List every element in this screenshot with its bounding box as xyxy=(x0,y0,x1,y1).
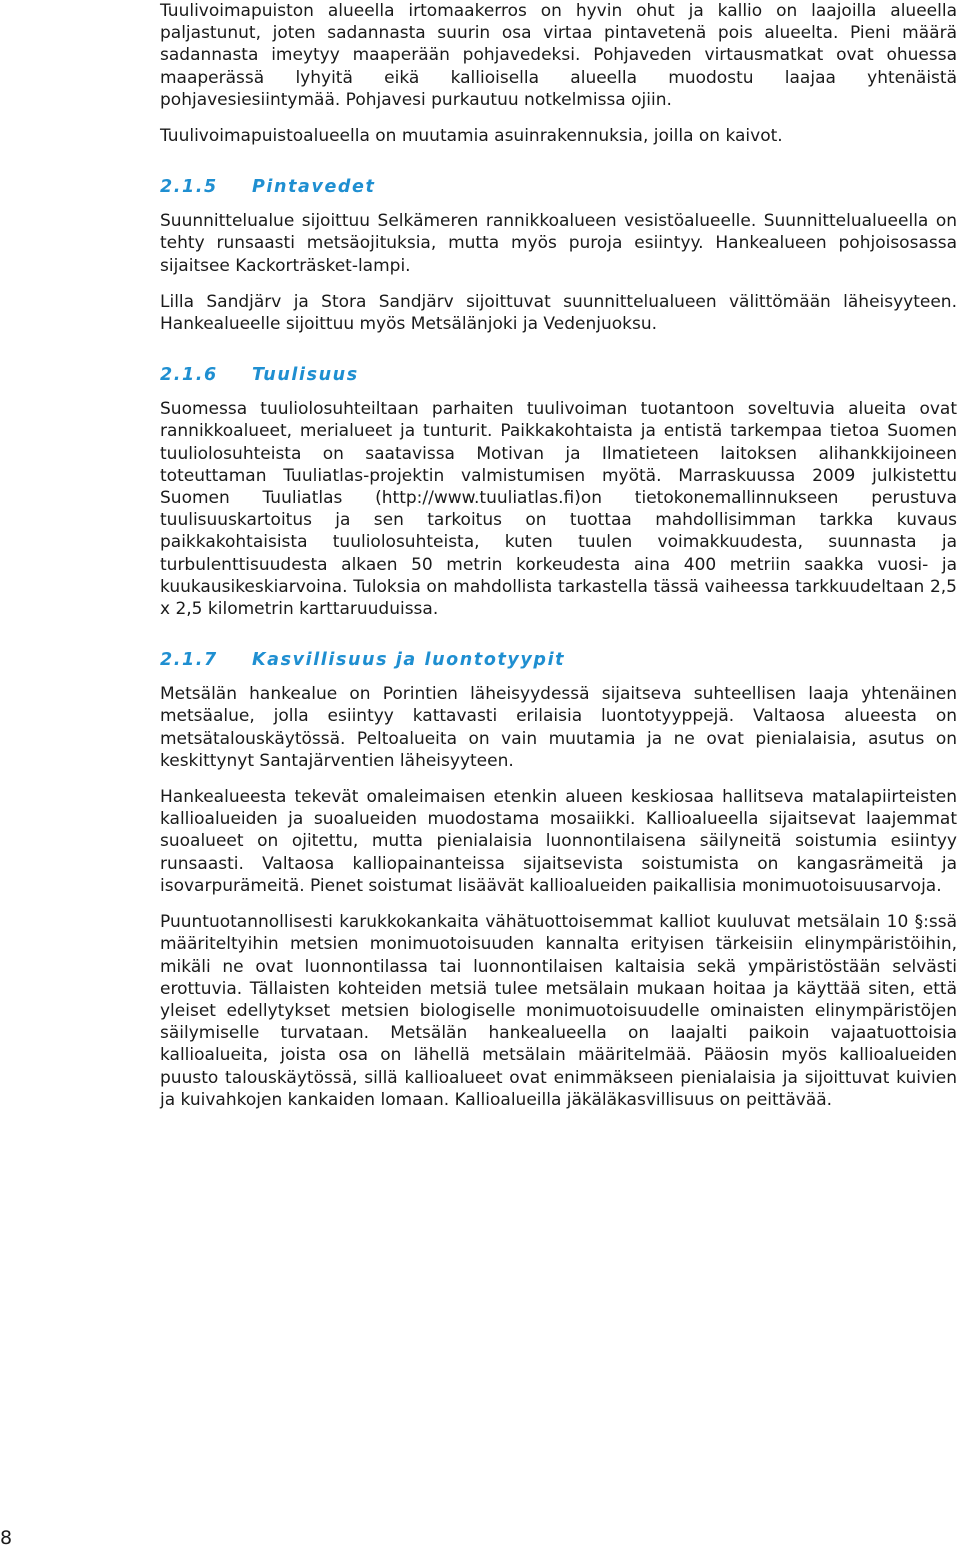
section-title: Pintavedet xyxy=(252,177,376,198)
page-number: 8 xyxy=(0,1527,13,1549)
section-paragraph: Suunnittelualue sijoittuu Selkämeren rannikkoalueen vesistöalueelle. Suunnittelualueella on tehty runsaasti metsäojituksia, mutta myös puroja esiintyy. Hankealueen pohjoisosassa sijaitsee Kackorträsket-lampi. xyxy=(160,211,957,276)
section-number: 2.1.6 xyxy=(160,365,218,386)
section-paragraph: Lilla Sandjärv ja Stora Sandjärv sijoittuvat suunnittelualueen välittömään läheisyyteen. Hankealueelle sijoittuu myös Metsälänjoki ja Vedenjuoksu. xyxy=(160,291,957,335)
section-paragraph: Metsälän hankealue on Porintien läheisyydessä sijaitseva suhteellisen laaja yhtenäinen metsäalue, jolla esiintyy kattavasti erilaisia luontotyyppejä. Valtaosa alueesta on metsätalouskäytössä. Peltoalueita on vain muutamia ja ne ovat pienialaisia, asutus on keskittynyt Santajärventien läheisyyteen. xyxy=(160,684,957,771)
page-content xyxy=(160,0,957,1111)
section-title: Tuulisuus xyxy=(252,365,359,386)
section-title: Kasvillisuus ja luontotyypit xyxy=(252,650,566,671)
section-paragraph: Suomessa tuuliolosuhteiltaan parhaiten tuulivoiman tuotantoon soveltuvia alueita ovat rannikkoalueet, merialueet ja tunturit. Paikkakohtaista ja entistä tarkempaa tietoa Suomen tuuliolosuhteista on saatavissa Motivan ja Ilmatieteen laitoksen alihankkijoineen toteuttaman Tuuliatlas-projektin valmistumisen myötä. Marraskuussa 2009 julkistettu Suomen Tuuliatlas (http://www.tuuliatlas.fi)on tietokonemallinnukseen perustuva tuulisuuskartoitus ja sen tarkoitus on tuottaa mahdollisimman tarkka kuvaus paikkakohtaisista tuuliolosuhteista, kuten tuulen voimakkuudesta, suunnasta ja turbulenttisuudesta alkaen 50 metrin korkeudesta aina 400 metriin saakka vuosi- ja kuukausikeskiarvoina. Tuloksia on mahdollista tarkastella tässä vaiheessa tarkkuudeltaan 2,5 x 2,5 kilometrin karttaruuduissa. xyxy=(160,399,957,620)
section-number: 2.1.7 xyxy=(160,650,218,671)
section-heading-kasvillisuus xyxy=(160,649,957,671)
section-paragraph: Puuntuotannollisesti karukkokankaita vähätuottoisemmat kalliot kuuluvat metsälain 10 §:ssä määriteltyihin metsien monimuotoisuuden kannalta erityisen tärkeisiin elinympäristöihin, mikäli ne ovat luonnontilassa tai luonnontilaisen kaltaisia sekä ympäristöstään selvästi erottuvia. Tällaisten kohteiden metsiä tulee metsälain mukaan hoitaa ja käyttää siten, että yleiset edellytykset metsien biologiselle monimuotoisuudelle ominaisten elinympäristöjen säilymiselle turvataan. Metsälän hankealueella on laajalti paikoin vajaatuottoisia kallioalueita, joista osa on lähellä metsälain määritelmää. Pääosin myös kallioalueiden puusto talouskäytössä, sillä kallioalueet ovat enimmäkseen pienialaisia ja sijoittuvat kuivien ja kuivahkojen kankaiden lomaan. Kallioalueilla jäkäläkasvillisuus on peittävää. xyxy=(160,912,957,1110)
section-heading-pintavedet xyxy=(160,176,957,198)
section-number: 2.1.5 xyxy=(160,177,218,198)
intro-paragraph: Tuulivoimapuiston alueella irtomaakerros on hyvin ohut ja kallio on laajoilla alueella paljastunut, joten sadannasta suurin osa virtaa pintavetenä pois alueelta. Pieni määrä sadannasta imeytyy maaperään pohjavedeksi. Pohjaveden virtausmatkat ovat ohuessa maaperässä lyhyitä eikä kallioisella alueella muodostu laajaa yhtenäistä pohjavesiesiintymää. Pohjavesi purkautuu notkelmissa ojiin. xyxy=(160,1,957,110)
section-paragraph: Hankealueesta tekevät omaleimaisen etenkin alueen keskiosaa hallitseva matalapiirteisten kallioalueiden ja suoalueiden muodostama mosaiikki. Kallioalueella sijaitsevat laajemmat suoalueet on ojitettu, mutta pienialaisia luonnontilaisena säilyneitä soistumia esiintyy runsaasti. Valtaosa kalliopainanteissa sijaitsevista soistumista on kangasrämeitä ja isovarpurämeitä. Pienet soistumat lisäävät kallioalueiden paikallisia monimuotoisuusarvoja. xyxy=(160,787,957,896)
intro-paragraph: Tuulivoimapuistoalueella on muutamia asuinrakennuksia, joilla on kaivot. xyxy=(160,126,783,147)
section-heading-tuulisuus xyxy=(160,364,957,386)
